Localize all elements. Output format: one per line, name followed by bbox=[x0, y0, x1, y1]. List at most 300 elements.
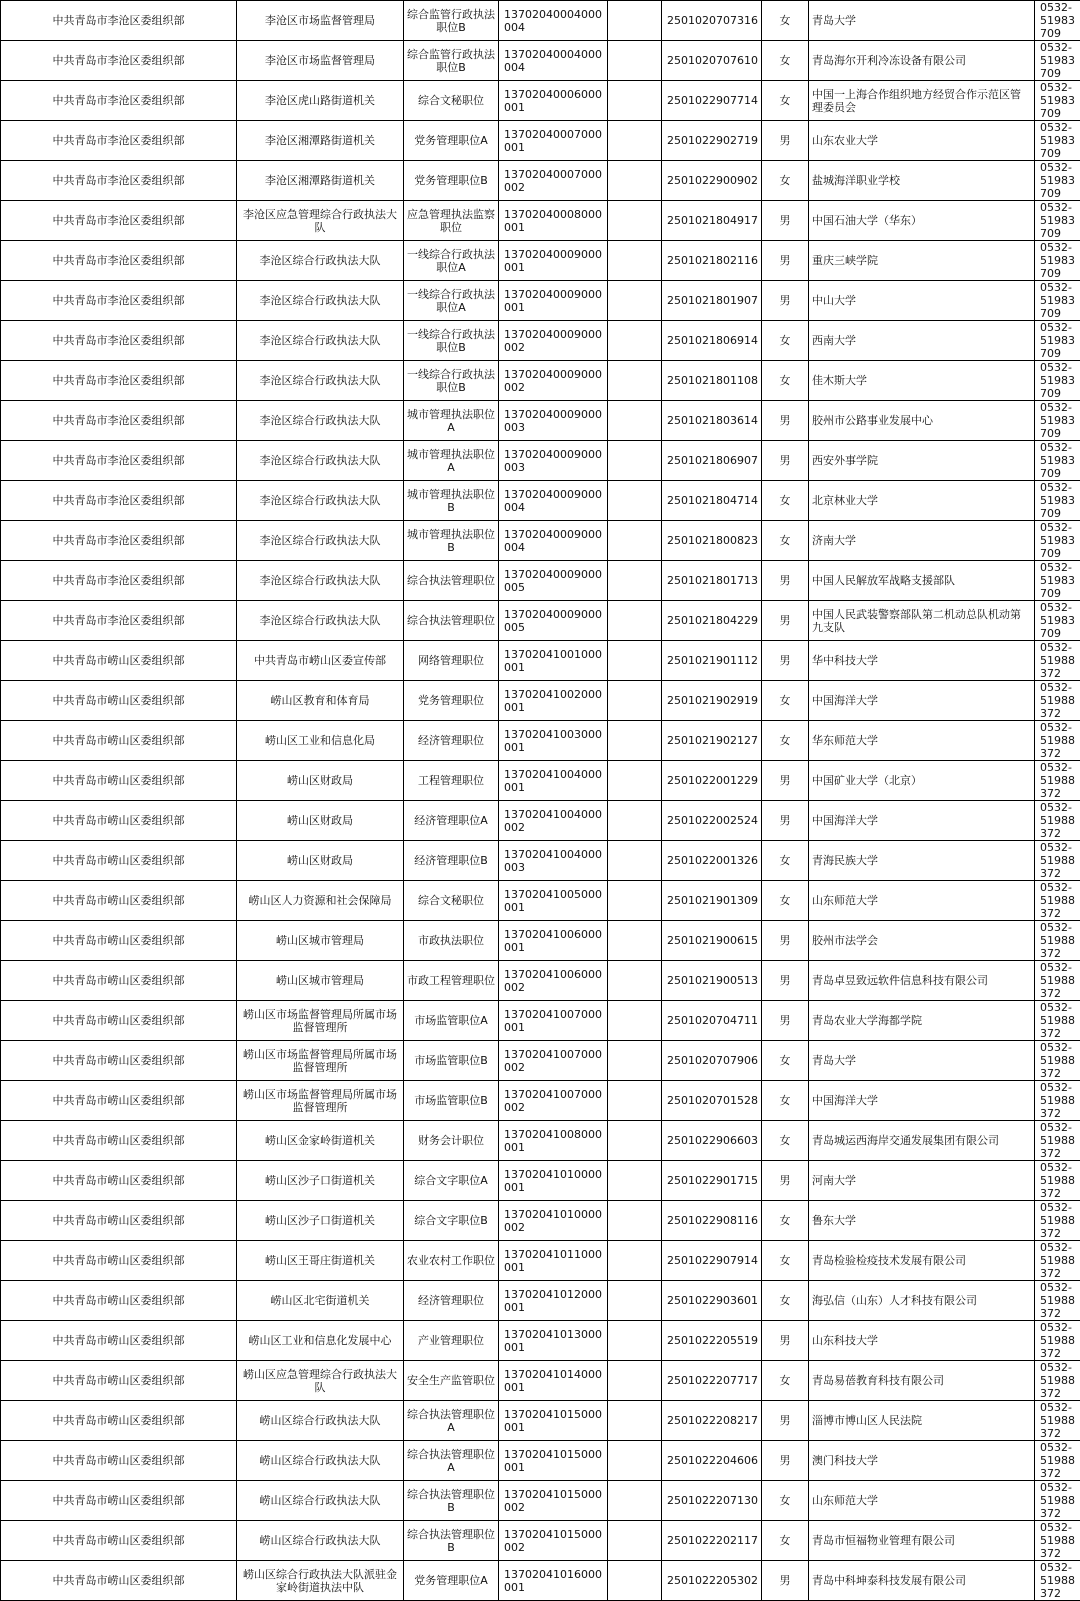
table-row bbox=[1, 921, 1080, 961]
cell-organizer: 中共青岛市李沧区委组织部 bbox=[1, 441, 237, 481]
cell-exam-number: 2501021901112 bbox=[662, 641, 762, 681]
cell-employer: 李沧区虎山路街道机关 bbox=[237, 81, 404, 121]
cell-phone: 0532-51988372 bbox=[1035, 641, 1080, 681]
cell-exam-number: 2501021806907 bbox=[662, 441, 762, 481]
table-row bbox=[1, 1441, 1080, 1481]
cell-work-unit: 北京林业大学 bbox=[809, 481, 1035, 521]
table-row bbox=[1, 1321, 1080, 1361]
cell-exam-number: 2501021806914 bbox=[662, 321, 762, 361]
cell-organizer: 中共青岛市李沧区委组织部 bbox=[1, 601, 237, 641]
cell-position: 城市管理执法职位B bbox=[404, 521, 499, 561]
cell-position-code: 13702041005000001 bbox=[499, 881, 608, 921]
cell-phone: 0532-51988372 bbox=[1035, 1161, 1080, 1201]
cell-employer: 崂山区综合行政执法大队 bbox=[237, 1441, 404, 1481]
cell-gender: 女 bbox=[762, 321, 809, 361]
cell-exam-number: 2501022908116 bbox=[662, 1201, 762, 1241]
cell-position: 综合文秘职位 bbox=[404, 81, 499, 121]
cell-phone: 0532-51983709 bbox=[1035, 361, 1080, 401]
table-row bbox=[1, 681, 1080, 721]
cell-position-code: 13702041006000002 bbox=[499, 961, 608, 1001]
cell-position-code: 13702041007000001 bbox=[499, 1001, 608, 1041]
cell-work-unit: 青岛中科坤泰科技发展有限公司 bbox=[809, 1561, 1035, 1601]
cell-organizer: 中共青岛市李沧区委组织部 bbox=[1, 281, 237, 321]
cell-blank bbox=[608, 801, 662, 841]
cell-position: 党务管理职位 bbox=[404, 681, 499, 721]
cell-employer: 李沧区综合行政执法大队 bbox=[237, 441, 404, 481]
cell-exam-number: 2501022207717 bbox=[662, 1361, 762, 1401]
cell-gender: 男 bbox=[762, 801, 809, 841]
cell-work-unit: 中国海洋大学 bbox=[809, 681, 1035, 721]
cell-organizer: 中共青岛市崂山区委组织部 bbox=[1, 1321, 237, 1361]
cell-organizer: 中共青岛市崂山区委组织部 bbox=[1, 1481, 237, 1521]
cell-organizer: 中共青岛市崂山区委组织部 bbox=[1, 1361, 237, 1401]
cell-gender: 男 bbox=[762, 641, 809, 681]
cell-employer: 崂山区市场监督管理局所属市场监督管理所 bbox=[237, 1001, 404, 1041]
cell-blank bbox=[608, 681, 662, 721]
table-row bbox=[1, 961, 1080, 1001]
table-row bbox=[1, 1041, 1080, 1081]
cell-employer: 李沧区湘潭路街道机关 bbox=[237, 121, 404, 161]
cell-phone: 0532-51983709 bbox=[1035, 161, 1080, 201]
cell-organizer: 中共青岛市崂山区委组织部 bbox=[1, 1201, 237, 1241]
cell-organizer: 中共青岛市崂山区委组织部 bbox=[1, 1281, 237, 1321]
cell-position: 安全生产监管职位 bbox=[404, 1361, 499, 1401]
cell-exam-number: 2501020707316 bbox=[662, 1, 762, 41]
table-row bbox=[1, 721, 1080, 761]
cell-gender: 女 bbox=[762, 1, 809, 41]
cell-employer: 崂山区财政局 bbox=[237, 801, 404, 841]
cell-phone: 0532-51988372 bbox=[1035, 1401, 1080, 1441]
cell-employer: 崂山区城市管理局 bbox=[237, 921, 404, 961]
cell-phone: 0532-51988372 bbox=[1035, 1281, 1080, 1321]
cell-work-unit: 山东农业大学 bbox=[809, 121, 1035, 161]
cell-employer: 李沧区综合行政执法大队 bbox=[237, 281, 404, 321]
cell-blank bbox=[608, 961, 662, 1001]
cell-gender: 女 bbox=[762, 1361, 809, 1401]
cell-gender: 男 bbox=[762, 961, 809, 1001]
cell-blank bbox=[608, 1281, 662, 1321]
cell-position-code: 13702040009000003 bbox=[499, 401, 608, 441]
cell-phone: 0532-51988372 bbox=[1035, 1321, 1080, 1361]
cell-employer: 崂山区综合行政执法大队派驻金家岭街道执法中队 bbox=[237, 1561, 404, 1601]
cell-gender: 女 bbox=[762, 521, 809, 561]
cell-position: 工程管理职位 bbox=[404, 761, 499, 801]
cell-gender: 女 bbox=[762, 1121, 809, 1161]
cell-employer: 崂山区工业和信息化局 bbox=[237, 721, 404, 761]
cell-employer: 李沧区综合行政执法大队 bbox=[237, 601, 404, 641]
cell-employer: 崂山区教育和体育局 bbox=[237, 681, 404, 721]
cell-work-unit: 重庆三峡学院 bbox=[809, 241, 1035, 281]
cell-organizer: 中共青岛市李沧区委组织部 bbox=[1, 401, 237, 441]
cell-blank bbox=[608, 1441, 662, 1481]
table-row bbox=[1, 161, 1080, 201]
cell-position-code: 13702041002000001 bbox=[499, 681, 608, 721]
cell-work-unit: 华东师范大学 bbox=[809, 721, 1035, 761]
cell-exam-number: 2501021800823 bbox=[662, 521, 762, 561]
cell-position: 市场监管职位B bbox=[404, 1041, 499, 1081]
cell-exam-number: 2501021901309 bbox=[662, 881, 762, 921]
cell-position-code: 13702040006000001 bbox=[499, 81, 608, 121]
table-row bbox=[1, 1281, 1080, 1321]
cell-position-code: 13702041006000001 bbox=[499, 921, 608, 961]
cell-phone: 0532-51983709 bbox=[1035, 441, 1080, 481]
cell-phone: 0532-51983709 bbox=[1035, 121, 1080, 161]
cell-blank bbox=[608, 201, 662, 241]
cell-blank bbox=[608, 361, 662, 401]
cell-position: 市场监管职位A bbox=[404, 1001, 499, 1041]
cell-position-code: 13702041014000001 bbox=[499, 1361, 608, 1401]
cell-employer: 李沧区综合行政执法大队 bbox=[237, 481, 404, 521]
cell-phone: 0532-51983709 bbox=[1035, 401, 1080, 441]
cell-phone: 0532-51983709 bbox=[1035, 601, 1080, 641]
cell-position: 经济管理职位 bbox=[404, 721, 499, 761]
cell-employer: 崂山区财政局 bbox=[237, 761, 404, 801]
cell-work-unit: 中国海洋大学 bbox=[809, 1081, 1035, 1121]
cell-position: 综合执法管理职位 bbox=[404, 561, 499, 601]
cell-gender: 女 bbox=[762, 361, 809, 401]
table-row bbox=[1, 361, 1080, 401]
cell-gender: 男 bbox=[762, 1001, 809, 1041]
cell-blank bbox=[608, 321, 662, 361]
cell-organizer: 中共青岛市崂山区委组织部 bbox=[1, 841, 237, 881]
cell-gender: 女 bbox=[762, 881, 809, 921]
cell-organizer: 中共青岛市崂山区委组织部 bbox=[1, 921, 237, 961]
cell-employer: 李沧区湘潭路街道机关 bbox=[237, 161, 404, 201]
cell-exam-number: 2501021902127 bbox=[662, 721, 762, 761]
cell-employer: 崂山区市场监督管理局所属市场监督管理所 bbox=[237, 1081, 404, 1121]
cell-position: 城市管理执法职位A bbox=[404, 401, 499, 441]
cell-gender: 男 bbox=[762, 921, 809, 961]
table-row bbox=[1, 1, 1080, 41]
cell-organizer: 中共青岛市崂山区委组织部 bbox=[1, 641, 237, 681]
cell-position: 经济管理职位A bbox=[404, 801, 499, 841]
cell-employer: 李沧区市场监督管理局 bbox=[237, 1, 404, 41]
cell-position-code: 13702040009000002 bbox=[499, 361, 608, 401]
cell-gender: 女 bbox=[762, 1041, 809, 1081]
table-row bbox=[1, 841, 1080, 881]
cell-organizer: 中共青岛市李沧区委组织部 bbox=[1, 121, 237, 161]
cell-exam-number: 2501022202117 bbox=[662, 1521, 762, 1561]
cell-phone: 0532-51983709 bbox=[1035, 561, 1080, 601]
cell-work-unit: 胶州市法学会 bbox=[809, 921, 1035, 961]
cell-exam-number: 2501022902719 bbox=[662, 121, 762, 161]
cell-phone: 0532-51983709 bbox=[1035, 241, 1080, 281]
table-body bbox=[1, 1, 1080, 1601]
cell-blank bbox=[608, 1121, 662, 1161]
table-row bbox=[1, 1361, 1080, 1401]
cell-organizer: 中共青岛市崂山区委组织部 bbox=[1, 1561, 237, 1601]
cell-gender: 男 bbox=[762, 1441, 809, 1481]
cell-position: 综合执法管理职位B bbox=[404, 1481, 499, 1521]
cell-position: 城市管理执法职位B bbox=[404, 481, 499, 521]
cell-exam-number: 2501022002524 bbox=[662, 801, 762, 841]
cell-blank bbox=[608, 1241, 662, 1281]
cell-organizer: 中共青岛市崂山区委组织部 bbox=[1, 1001, 237, 1041]
cell-gender: 男 bbox=[762, 281, 809, 321]
cell-phone: 0532-51988372 bbox=[1035, 1201, 1080, 1241]
cell-position: 党务管理职位A bbox=[404, 121, 499, 161]
cell-gender: 女 bbox=[762, 681, 809, 721]
cell-blank bbox=[608, 1321, 662, 1361]
cell-work-unit: 青岛易蓓教育科技有限公司 bbox=[809, 1361, 1035, 1401]
cell-phone: 0532-51988372 bbox=[1035, 961, 1080, 1001]
cell-gender: 男 bbox=[762, 1161, 809, 1201]
cell-position-code: 13702040009000002 bbox=[499, 321, 608, 361]
cell-work-unit: 中国海洋大学 bbox=[809, 801, 1035, 841]
cell-phone: 0532-51988372 bbox=[1035, 841, 1080, 881]
cell-gender: 男 bbox=[762, 561, 809, 601]
cell-gender: 女 bbox=[762, 1281, 809, 1321]
cell-position-code: 13702040007000002 bbox=[499, 161, 608, 201]
cell-exam-number: 2501021900513 bbox=[662, 961, 762, 1001]
cell-work-unit: 胶州市公路事业发展中心 bbox=[809, 401, 1035, 441]
cell-position-code: 13702041010000001 bbox=[499, 1161, 608, 1201]
cell-blank bbox=[608, 281, 662, 321]
table-row bbox=[1, 1521, 1080, 1561]
cell-blank bbox=[608, 241, 662, 281]
cell-position-code: 13702040009000004 bbox=[499, 521, 608, 561]
cell-position: 党务管理职位A bbox=[404, 1561, 499, 1601]
cell-position-code: 13702040009000005 bbox=[499, 601, 608, 641]
cell-work-unit: 青岛检验检疫技术发展有限公司 bbox=[809, 1241, 1035, 1281]
cell-position-code: 13702040004000004 bbox=[499, 41, 608, 81]
cell-gender: 男 bbox=[762, 1401, 809, 1441]
cell-gender: 女 bbox=[762, 481, 809, 521]
cell-position-code: 13702041010000002 bbox=[499, 1201, 608, 1241]
cell-organizer: 中共青岛市李沧区委组织部 bbox=[1, 521, 237, 561]
cell-organizer: 中共青岛市李沧区委组织部 bbox=[1, 41, 237, 81]
cell-organizer: 中共青岛市李沧区委组织部 bbox=[1, 321, 237, 361]
cell-gender: 男 bbox=[762, 241, 809, 281]
cell-blank bbox=[608, 601, 662, 641]
cell-position-code: 13702041015000002 bbox=[499, 1481, 608, 1521]
cell-work-unit: 中国人民解放军战略支援部队 bbox=[809, 561, 1035, 601]
cell-gender: 男 bbox=[762, 401, 809, 441]
cell-position: 综合执法管理职位B bbox=[404, 1521, 499, 1561]
cell-phone: 0532-51988372 bbox=[1035, 1121, 1080, 1161]
table-row bbox=[1, 1201, 1080, 1241]
cell-phone: 0532-51983709 bbox=[1035, 281, 1080, 321]
cell-employer: 崂山区市场监督管理局所属市场监督管理所 bbox=[237, 1041, 404, 1081]
cell-gender: 女 bbox=[762, 81, 809, 121]
cell-position-code: 13702041016000001 bbox=[499, 1561, 608, 1601]
cell-blank bbox=[608, 1481, 662, 1521]
table-row bbox=[1, 601, 1080, 641]
cell-gender: 女 bbox=[762, 1081, 809, 1121]
cell-work-unit: 鲁东大学 bbox=[809, 1201, 1035, 1241]
cell-position: 综合文秘职位 bbox=[404, 881, 499, 921]
cell-exam-number: 2501022907914 bbox=[662, 1241, 762, 1281]
cell-position-code: 13702041013000001 bbox=[499, 1321, 608, 1361]
cell-phone: 0532-51988372 bbox=[1035, 1561, 1080, 1601]
cell-employer: 崂山区城市管理局 bbox=[237, 961, 404, 1001]
cell-employer: 李沧区综合行政执法大队 bbox=[237, 521, 404, 561]
cell-position: 综合监管行政执法职位B bbox=[404, 41, 499, 81]
cell-employer: 崂山区沙子口街道机关 bbox=[237, 1201, 404, 1241]
cell-position-code: 13702041012000001 bbox=[499, 1281, 608, 1321]
cell-exam-number: 2501021900615 bbox=[662, 921, 762, 961]
cell-exam-number: 2501021804917 bbox=[662, 201, 762, 241]
cell-work-unit: 青岛市恒福物业管理有限公司 bbox=[809, 1521, 1035, 1561]
cell-organizer: 中共青岛市李沧区委组织部 bbox=[1, 481, 237, 521]
cell-employer: 中共青岛市崂山区委宣传部 bbox=[237, 641, 404, 681]
cell-exam-number: 2501021801907 bbox=[662, 281, 762, 321]
cell-blank bbox=[608, 1561, 662, 1601]
cell-work-unit: 青岛海尔开利冷冻设备有限公司 bbox=[809, 41, 1035, 81]
table-row bbox=[1, 81, 1080, 121]
cell-position-code: 13702040009000001 bbox=[499, 281, 608, 321]
cell-exam-number: 2501022205519 bbox=[662, 1321, 762, 1361]
cell-organizer: 中共青岛市李沧区委组织部 bbox=[1, 201, 237, 241]
cell-organizer: 中共青岛市崂山区委组织部 bbox=[1, 761, 237, 801]
cell-employer: 崂山区沙子口街道机关 bbox=[237, 1161, 404, 1201]
cell-blank bbox=[608, 161, 662, 201]
cell-phone: 0532-51988372 bbox=[1035, 1481, 1080, 1521]
cell-position: 市场监管职位B bbox=[404, 1081, 499, 1121]
table-row bbox=[1, 801, 1080, 841]
cell-exam-number: 2501021803614 bbox=[662, 401, 762, 441]
cell-exam-number: 2501022900902 bbox=[662, 161, 762, 201]
cell-work-unit: 中国人民武装警察部队第二机动总队机动第九支队 bbox=[809, 601, 1035, 641]
cell-blank bbox=[608, 481, 662, 521]
cell-organizer: 中共青岛市崂山区委组织部 bbox=[1, 1521, 237, 1561]
cell-phone: 0532-51988372 bbox=[1035, 1241, 1080, 1281]
table-row bbox=[1, 241, 1080, 281]
cell-phone: 0532-51988372 bbox=[1035, 801, 1080, 841]
cell-position-code: 13702040009000001 bbox=[499, 241, 608, 281]
cell-gender: 女 bbox=[762, 721, 809, 761]
cell-phone: 0532-51988372 bbox=[1035, 1041, 1080, 1081]
cell-position-code: 13702040009000003 bbox=[499, 441, 608, 481]
cell-exam-number: 2501022207130 bbox=[662, 1481, 762, 1521]
cell-exam-number: 2501021801713 bbox=[662, 561, 762, 601]
cell-exam-number: 2501021804229 bbox=[662, 601, 762, 641]
cell-exam-number: 2501021802116 bbox=[662, 241, 762, 281]
cell-work-unit: 青岛大学 bbox=[809, 1, 1035, 41]
cell-organizer: 中共青岛市崂山区委组织部 bbox=[1, 1401, 237, 1441]
cell-position-code: 13702040009000004 bbox=[499, 481, 608, 521]
cell-organizer: 中共青岛市崂山区委组织部 bbox=[1, 1241, 237, 1281]
cell-blank bbox=[608, 921, 662, 961]
cell-employer: 崂山区北宅街道机关 bbox=[237, 1281, 404, 1321]
cell-exam-number: 2501022903601 bbox=[662, 1281, 762, 1321]
cell-organizer: 中共青岛市崂山区委组织部 bbox=[1, 1081, 237, 1121]
cell-exam-number: 2501022907714 bbox=[662, 81, 762, 121]
cell-phone: 0532-51988372 bbox=[1035, 721, 1080, 761]
cell-work-unit: 青岛城运西海岸交通发展集团有限公司 bbox=[809, 1121, 1035, 1161]
table-row bbox=[1, 1161, 1080, 1201]
cell-organizer: 中共青岛市李沧区委组织部 bbox=[1, 81, 237, 121]
cell-position: 经济管理职位 bbox=[404, 1281, 499, 1321]
table-row bbox=[1, 1121, 1080, 1161]
cell-position: 城市管理执法职位A bbox=[404, 441, 499, 481]
cell-organizer: 中共青岛市崂山区委组织部 bbox=[1, 1161, 237, 1201]
cell-position-code: 13702040004000004 bbox=[499, 1, 608, 41]
cell-blank bbox=[608, 881, 662, 921]
cell-organizer: 中共青岛市崂山区委组织部 bbox=[1, 1121, 237, 1161]
cell-work-unit: 华中科技大学 bbox=[809, 641, 1035, 681]
cell-exam-number: 2501022208217 bbox=[662, 1401, 762, 1441]
cell-work-unit: 山东师范大学 bbox=[809, 881, 1035, 921]
cell-position: 综合监管行政执法职位B bbox=[404, 1, 499, 41]
cell-position: 党务管理职位B bbox=[404, 161, 499, 201]
cell-exam-number: 2501022204606 bbox=[662, 1441, 762, 1481]
cell-work-unit: 西南大学 bbox=[809, 321, 1035, 361]
cell-work-unit: 青岛农业大学海都学院 bbox=[809, 1001, 1035, 1041]
cell-phone: 0532-51988372 bbox=[1035, 921, 1080, 961]
cell-gender: 女 bbox=[762, 1481, 809, 1521]
cell-organizer: 中共青岛市崂山区委组织部 bbox=[1, 881, 237, 921]
cell-position: 综合执法管理职位A bbox=[404, 1401, 499, 1441]
cell-exam-number: 2501020701528 bbox=[662, 1081, 762, 1121]
cell-gender: 男 bbox=[762, 441, 809, 481]
cell-position-code: 13702040008000001 bbox=[499, 201, 608, 241]
cell-position: 农业农村工作职位 bbox=[404, 1241, 499, 1281]
cell-blank bbox=[608, 1201, 662, 1241]
cell-organizer: 中共青岛市崂山区委组织部 bbox=[1, 1041, 237, 1081]
table-row bbox=[1, 1481, 1080, 1521]
cell-organizer: 中共青岛市李沧区委组织部 bbox=[1, 241, 237, 281]
table-row bbox=[1, 1001, 1080, 1041]
cell-exam-number: 2501021804714 bbox=[662, 481, 762, 521]
cell-employer: 李沧区综合行政执法大队 bbox=[237, 401, 404, 441]
cell-exam-number: 2501022901715 bbox=[662, 1161, 762, 1201]
cell-phone: 0532-51988372 bbox=[1035, 761, 1080, 801]
table-row bbox=[1, 441, 1080, 481]
cell-gender: 男 bbox=[762, 601, 809, 641]
cell-employer: 崂山区金家岭街道机关 bbox=[237, 1121, 404, 1161]
cell-gender: 女 bbox=[762, 841, 809, 881]
cell-work-unit: 盐城海洋职业学校 bbox=[809, 161, 1035, 201]
cell-phone: 0532-51988372 bbox=[1035, 1081, 1080, 1121]
cell-position: 一线综合行政执法职位A bbox=[404, 241, 499, 281]
cell-blank bbox=[608, 1161, 662, 1201]
cell-position: 应急管理执法监察职位 bbox=[404, 201, 499, 241]
cell-organizer: 中共青岛市崂山区委组织部 bbox=[1, 1441, 237, 1481]
cell-work-unit: 中山大学 bbox=[809, 281, 1035, 321]
cell-phone: 0532-51983709 bbox=[1035, 481, 1080, 521]
cell-phone: 0532-51988372 bbox=[1035, 681, 1080, 721]
cell-work-unit: 青岛大学 bbox=[809, 1041, 1035, 1081]
cell-gender: 男 bbox=[762, 1561, 809, 1601]
cell-phone: 0532-51988372 bbox=[1035, 881, 1080, 921]
cell-blank bbox=[608, 521, 662, 561]
cell-position: 综合执法管理职位 bbox=[404, 601, 499, 641]
cell-blank bbox=[608, 1001, 662, 1041]
cell-work-unit: 青海民族大学 bbox=[809, 841, 1035, 881]
cell-position-code: 13702041015000001 bbox=[499, 1441, 608, 1481]
cell-phone: 0532-51983709 bbox=[1035, 201, 1080, 241]
cell-position-code: 13702041007000002 bbox=[499, 1041, 608, 1081]
cell-blank bbox=[608, 121, 662, 161]
cell-work-unit: 青岛卓昱致远软件信息科技有限公司 bbox=[809, 961, 1035, 1001]
table-row bbox=[1, 481, 1080, 521]
cell-position: 网络管理职位 bbox=[404, 641, 499, 681]
cell-position: 综合文字职位A bbox=[404, 1161, 499, 1201]
cell-gender: 女 bbox=[762, 41, 809, 81]
cell-gender: 男 bbox=[762, 1321, 809, 1361]
cell-phone: 0532-51983709 bbox=[1035, 321, 1080, 361]
cell-blank bbox=[608, 1361, 662, 1401]
cell-phone: 0532-51988372 bbox=[1035, 1441, 1080, 1481]
table-row bbox=[1, 761, 1080, 801]
cell-position: 市政执法职位 bbox=[404, 921, 499, 961]
cell-gender: 女 bbox=[762, 161, 809, 201]
cell-position: 产业管理职位 bbox=[404, 1321, 499, 1361]
cell-blank bbox=[608, 1081, 662, 1121]
cell-gender: 男 bbox=[762, 121, 809, 161]
cell-position: 一线综合行政执法职位A bbox=[404, 281, 499, 321]
